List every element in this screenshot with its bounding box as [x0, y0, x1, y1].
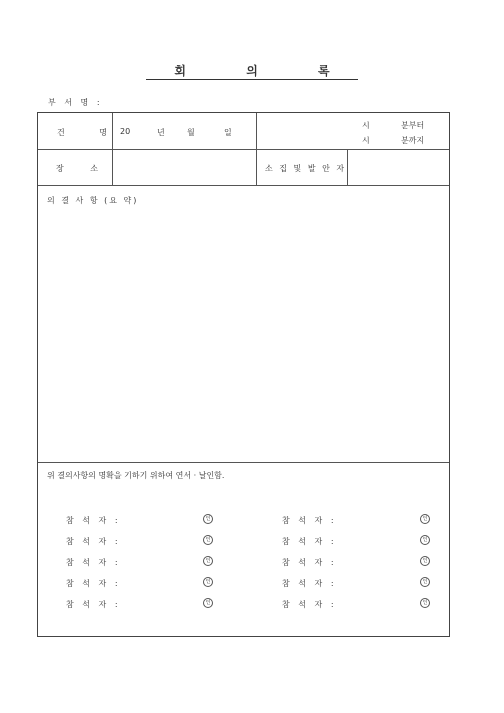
confirmation-text: 위 결의사항의 명확을 기하기 위하여 연서 · 날인함.: [47, 471, 225, 480]
seal-icon: 인: [203, 577, 213, 587]
seal-icon: 인: [420, 556, 430, 566]
date-year: 20: [120, 127, 131, 136]
seal-icon: 인: [203, 598, 213, 608]
seal-icon: 인: [420, 514, 430, 524]
attendee-label: 참 석 자 :: [282, 516, 337, 525]
subject-label: 건 명: [57, 128, 123, 137]
end-hour-label: 시: [362, 136, 370, 145]
date-day: 일: [224, 128, 232, 137]
attendee-label: 참 석 자 :: [66, 558, 121, 567]
row-divider: [38, 462, 449, 463]
seal-icon: 인: [203, 556, 213, 566]
place-label: 장 소: [56, 164, 110, 173]
date-month: 월: [187, 128, 195, 137]
attendee-label: 참 석 자 :: [282, 558, 337, 567]
attendee-label: 참 석 자 :: [66, 600, 121, 609]
seal-icon: 인: [420, 598, 430, 608]
start-hour-label: 시: [362, 121, 370, 130]
date-year-unit: 년: [157, 128, 165, 137]
row-divider: [38, 149, 449, 150]
seal-icon: 인: [420, 577, 430, 587]
attendee-label: 참 석 자 :: [66, 516, 121, 525]
column-divider: [112, 113, 113, 185]
end-minute-label: 분까지: [401, 136, 425, 145]
attendee-label: 참 석 자 :: [282, 537, 337, 546]
convener-label: 소 집 및 발 안 자: [265, 164, 347, 173]
attendee-label: 참 석 자 :: [66, 537, 121, 546]
column-divider: [347, 149, 348, 185]
attendee-label: 참 석 자 :: [282, 600, 337, 609]
seal-icon: 인: [203, 535, 213, 545]
attendee-label: 참 석 자 :: [66, 579, 121, 588]
resolution-label: 의 결 사 항 (요 약): [47, 196, 139, 205]
start-minute-label: 분부터: [401, 121, 425, 130]
seal-icon: 인: [420, 535, 430, 545]
seal-icon: 인: [203, 514, 213, 524]
department-label: 부 서 명 :: [48, 98, 103, 107]
row-divider: [38, 185, 449, 186]
attendee-label: 참 석 자 :: [282, 579, 337, 588]
minutes-form: [37, 112, 450, 637]
column-divider: [256, 113, 257, 185]
page-title: 회 의 록: [0, 60, 504, 80]
